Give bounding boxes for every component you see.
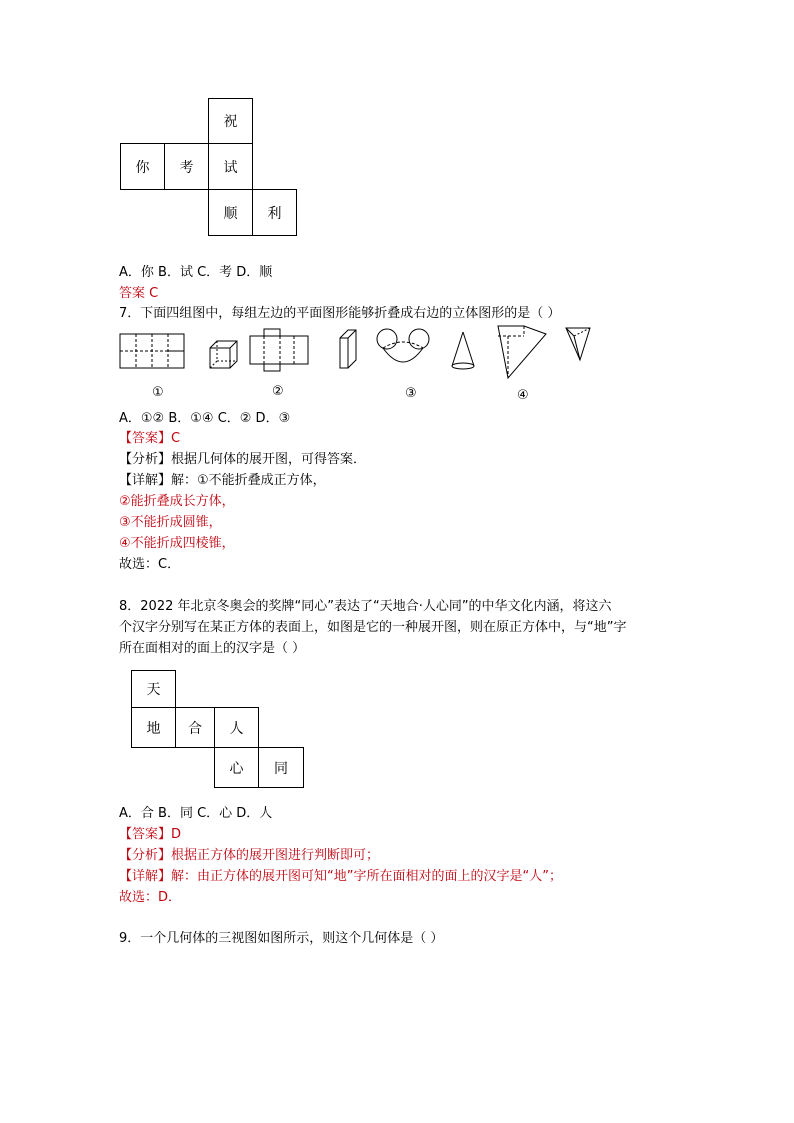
q7-figure-2 <box>248 326 363 376</box>
q7-stem: 7．下面四组图中，每组左边的平面图形能够折叠成右边的立体图形的是（ ） <box>119 306 561 321</box>
q8-stem-line3: 所在面相对的面上的汉字是（ ） <box>119 641 306 656</box>
q7-detail: 【详解】解：①不能折叠成正方体， <box>119 473 326 488</box>
q6-answer: 答案 C <box>119 286 159 301</box>
net-cell: 试 <box>208 143 253 190</box>
q8-conclusion: 故选：D． <box>119 890 182 905</box>
q6-options: A．你 B．试 C．考 D．顺 <box>119 265 273 280</box>
q7-analysis: 【分析】根据几何体的展开图，可得答案． <box>119 452 367 467</box>
q7-conclusion: 故选：C． <box>119 557 181 572</box>
q8-stem-line1: 8．2022 年北京冬奥会的奖牌“同心”表达了“天地合·人心同”的中华文化内涵，将这六 <box>119 599 612 614</box>
q7-options: A．①② B．①④ C．② D．③ <box>119 411 291 426</box>
net-cell: 合 <box>175 707 215 748</box>
net-cell: 同 <box>258 747 304 788</box>
net-cell: 天 <box>131 670 176 708</box>
figure-label: ④ <box>517 388 529 403</box>
net-cell: 地 <box>131 707 176 748</box>
net-cell: 顺 <box>208 189 253 236</box>
q8-detail: 【详解】解：由正方体的展开图可知“地”字所在面相对的面上的汉字是“人”； <box>119 869 562 884</box>
q8-stem-line2: 个汉字分别写在某正方体的表面上，如图是它的一种展开图，则在原正方体中，与“地”字 <box>119 620 627 635</box>
q7-answer <box>119 429 180 449</box>
figure-label: ① <box>152 385 164 400</box>
net-cell: 人 <box>214 707 259 748</box>
q8-options: A．合 B．同 C．心 D．人 <box>119 806 273 821</box>
net-cell: 祝 <box>208 98 253 144</box>
q7-figure-4 <box>494 322 594 382</box>
q7-figure-3 <box>374 326 484 376</box>
q7-figure-1 <box>118 328 248 378</box>
net-cell: 你 <box>120 143 165 190</box>
q8-analysis: 【分析】根据正方体的展开图进行判断即可； <box>119 848 380 863</box>
q8-answer: 【答案】D <box>119 827 182 842</box>
q7-detail-line: ②能折叠成长方体， <box>119 494 235 509</box>
figure-label: ③ <box>405 386 417 401</box>
net-cell: 考 <box>164 143 209 190</box>
q9-stem: 9．一个几何体的三视图如图所示，则这个几何体是（ ） <box>119 931 444 946</box>
q7-answer-text: 【答案】C <box>119 431 181 446</box>
q7-detail-line: ③不能折成圆锥， <box>119 515 222 530</box>
net-cell: 心 <box>214 747 259 788</box>
figure-label: ② <box>272 384 284 399</box>
net-cell: 利 <box>252 189 297 236</box>
q7-detail-line: ④不能折成四棱锥， <box>119 536 235 551</box>
